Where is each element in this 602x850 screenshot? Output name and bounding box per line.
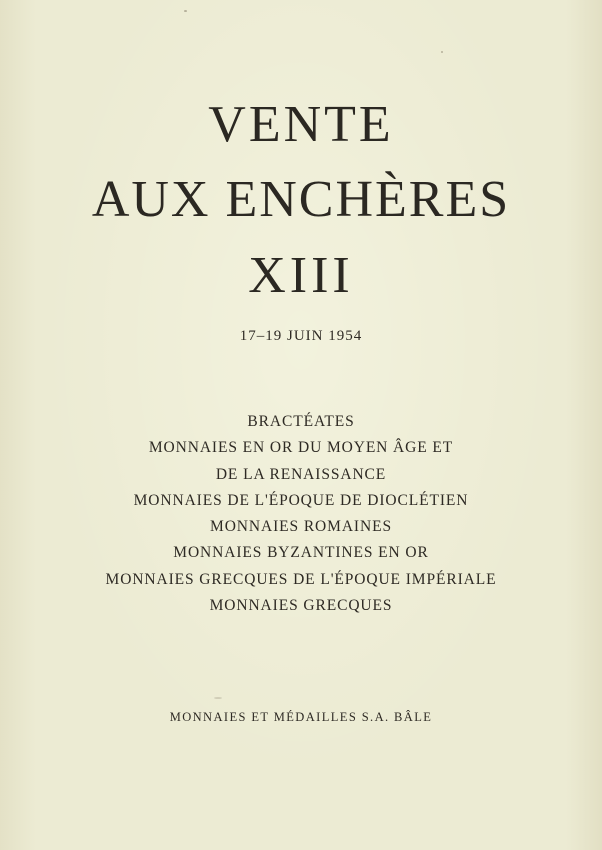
- contents-item: MONNAIES GRECQUES DE L'ÉPOQUE IMPÉRIALE: [105, 570, 497, 588]
- paper-speck: [184, 10, 187, 12]
- sale-date: 17–19 JUIN 1954: [239, 328, 363, 344]
- contents-item: MONNAIES GRECQUES: [209, 597, 393, 615]
- paper-speck: [214, 697, 222, 699]
- contents-item: BRACTÉATES: [247, 413, 355, 430]
- publisher-name: MONNAIES ET MÉDAILLES S.A. BÂLE: [169, 710, 433, 724]
- sale-number: XIII: [248, 247, 354, 304]
- contents-list: [0, 409, 602, 619]
- contents-item: MONNAIES DE L'ÉPOQUE DE DIOCLÉTIEN: [133, 491, 469, 509]
- contents-item: MONNAIES BYZANTINES EN OR: [173, 544, 429, 562]
- title-line-2: AUX ENCHÈRES: [91, 171, 511, 228]
- title-line-1: VENTE: [208, 96, 394, 153]
- contents-item: DE LA RENAISSANCE: [215, 465, 387, 483]
- contents-item: MONNAIES EN OR DU MOYEN ÂGE ET: [148, 439, 454, 457]
- paper-speck: [441, 51, 443, 53]
- contents-item: MONNAIES ROMAINES: [210, 518, 392, 536]
